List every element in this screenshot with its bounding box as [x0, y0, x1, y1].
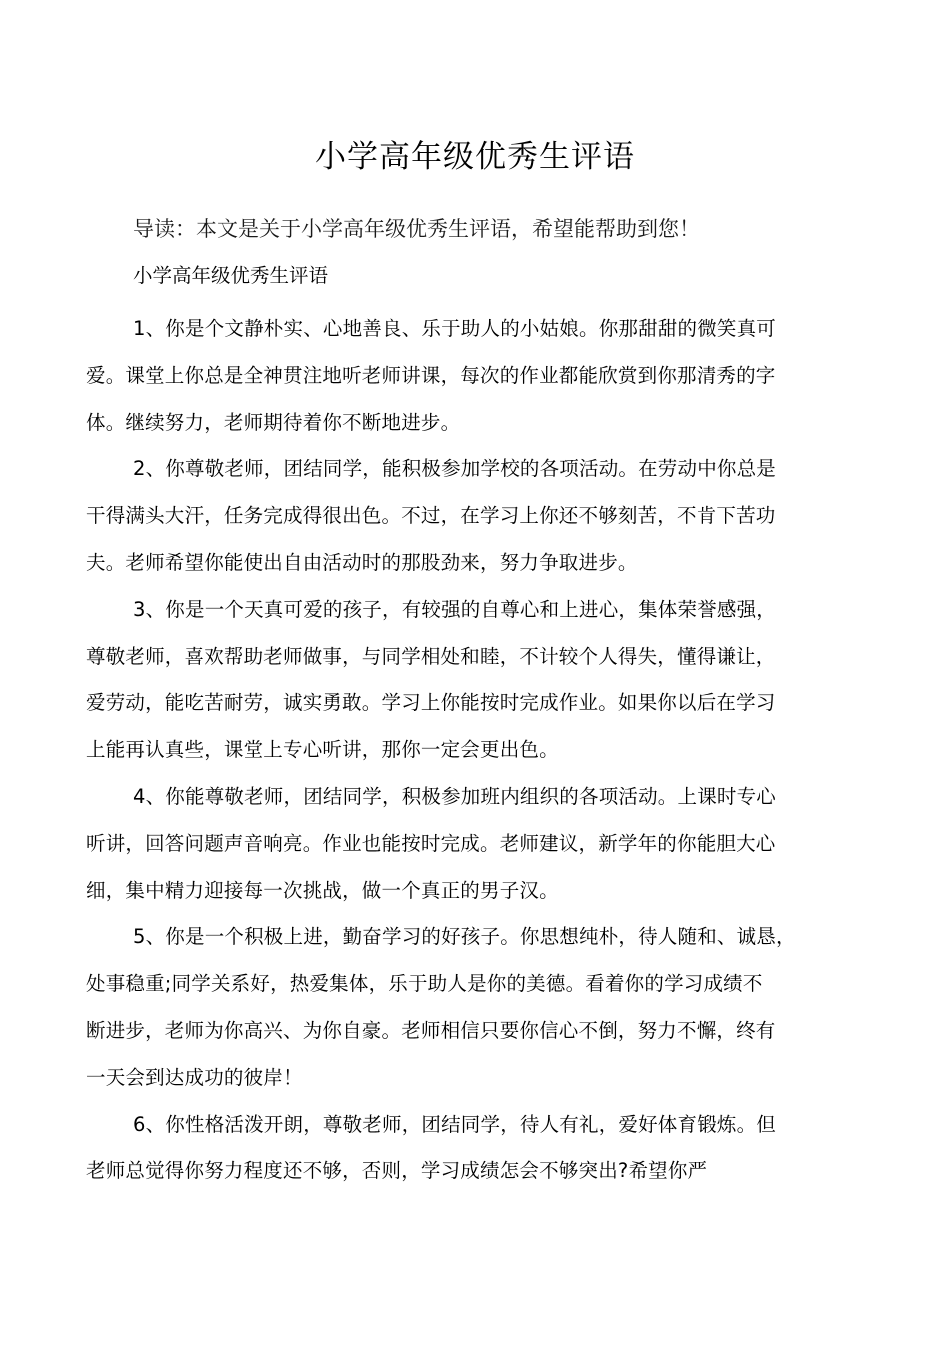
paragraph [86, 306, 872, 446]
paragraph-line: 断进步，老师为你高兴、为你自豪。老师相信只要你信心不倒，努力不懈，终有 [86, 1018, 776, 1042]
paragraph-line: 1、你是个文静朴实、心地善良、乐于助人的小姑娘。你那甜甜的微笑真可 [133, 317, 777, 340]
section-subtitle: 小学高年级优秀生评语 [133, 264, 329, 287]
paragraph-line: 干得满头大汗，任务完成得很出色。不过，在学习上你还不够刻苦，不肯下苦功 [86, 504, 776, 528]
paragraph-line: 一天会到达成功的彼岸！ [86, 1065, 303, 1089]
paragraph-line: 4、你能尊敬老师，团结同学，积极参加班内组织的各项活动。上课时专心 [133, 784, 777, 808]
paragraph-line: 老师总觉得你努力程度还不够，否则，学习成绩怎会不够突出?希望你严 [86, 1159, 708, 1183]
paragraph-line: 尊敬老师，喜欢帮助老师做事，与同学相处和睦，不计较个人得失，懂得谦让， [86, 644, 776, 668]
document-body [86, 306, 872, 1195]
paragraph-line: 夫。老师希望你能使出自由活动时的那股劲来，努力争取进步。 [86, 550, 638, 574]
paragraph [86, 774, 872, 914]
paragraph [86, 446, 872, 586]
paragraph-line: 细，集中精力迎接每一次挑战，做一个真正的男子汉。 [86, 878, 559, 902]
paragraph-line: 3、你是一个天真可爱的孩子，有较强的自尊心和上进心，集体荣誉感强， [133, 597, 777, 621]
paragraph-line: 听讲，回答问题声音响亮。作业也能按时完成。老师建议，新学年的你能胆大心 [86, 831, 776, 855]
intro-text: 导读：本文是关于小学高年级优秀生评语，希望能帮助到您！ [133, 217, 700, 241]
paragraph-line: 6、你性格活泼开朗，尊敬老师，团结同学，待人有礼，爱好体育锻炼。但 [133, 1112, 777, 1136]
paragraph [86, 914, 872, 1101]
document-title: 小学高年级优秀生评语 [315, 139, 635, 175]
paragraph [86, 587, 872, 774]
paragraph-line: 2、你尊敬老师，团结同学，能积极参加学校的各项活动。在劳动中你总是 [133, 457, 777, 481]
paragraph-line: 体。继续努力，老师期待着你不断地进步。 [86, 410, 461, 434]
paragraph-line: 爱。课堂上你总是全神贯注地听老师讲课，每次的作业都能欣赏到你那清秀的字 [86, 363, 776, 387]
paragraph-line: 5、你是一个积极上进，勤奋学习的好孩子。你思想纯朴，待人随和、诚恳， [133, 925, 796, 949]
paragraph-line: 爱劳动，能吃苦耐劳，诚实勇敢。学习上你能按时完成作业。如果你以后在学习 [86, 691, 776, 715]
paragraph-line: 上能再认真些，课堂上专心听讲，那你一定会更出色。 [86, 738, 559, 762]
paragraph-line: 处事稳重;同学关系好，热爱集体，乐于助人是你的美德。看着你的学习成绩不 [86, 972, 763, 996]
paragraph [86, 1102, 872, 1196]
